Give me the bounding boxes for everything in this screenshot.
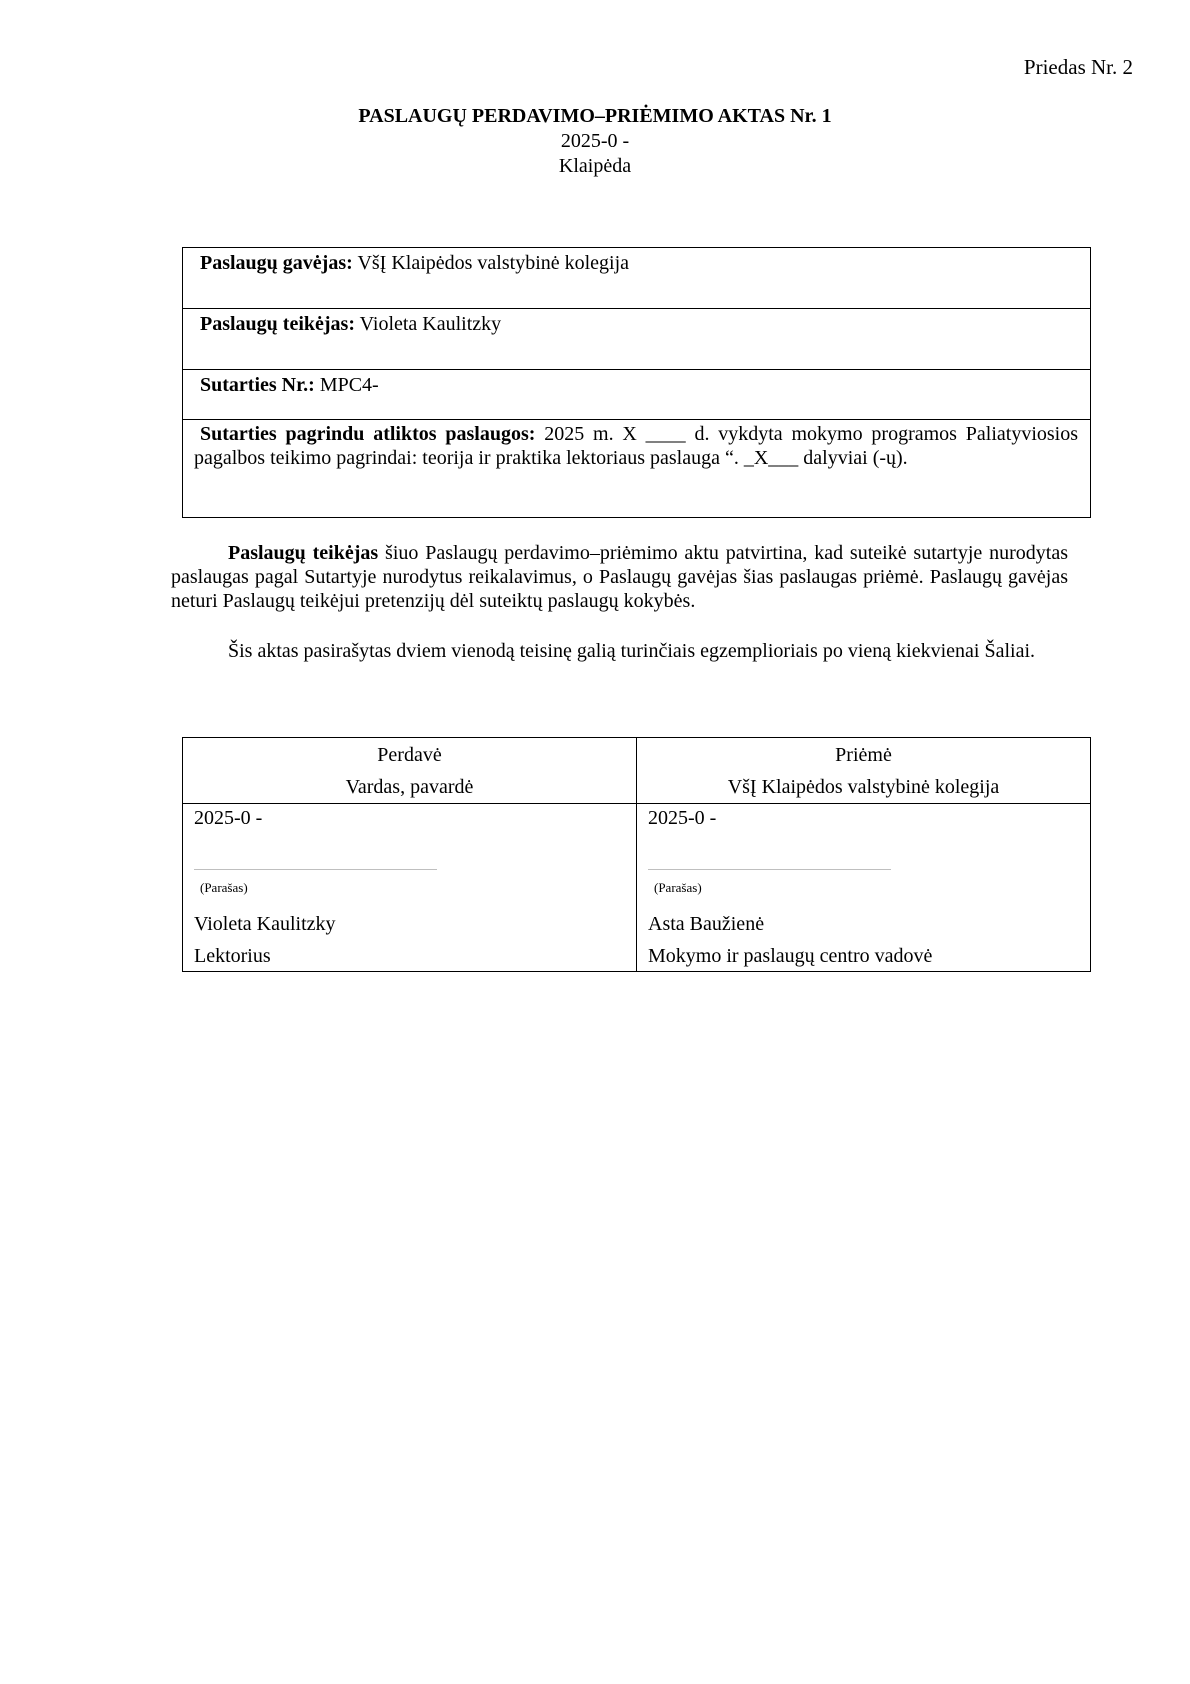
services-label: Sutarties pagrindu atliktos paslaugos: xyxy=(200,423,536,445)
document-title: PASLAUGŲ PERDAVIMO–PRIĖMIMO AKTAS Nr. 1 xyxy=(358,105,832,127)
provider-value: Violeta Kaulitzky xyxy=(359,313,502,335)
transferor-signature-line xyxy=(194,869,437,870)
annex-label: Priedas Nr. 2 xyxy=(1023,55,1133,79)
acceptor-header xyxy=(637,738,1091,804)
provider-cell xyxy=(183,309,1091,370)
acceptor-date: 2025-0 - xyxy=(648,807,717,829)
acceptor-heading: Priėmė xyxy=(835,744,892,766)
signature-header-row xyxy=(183,738,1091,804)
recipient-label: Paslaugų gavėjas: xyxy=(200,252,353,274)
signature-table xyxy=(182,737,1091,972)
signature-body-row xyxy=(183,804,1091,972)
contract-value: MPC4- xyxy=(319,374,379,396)
recipient-cell xyxy=(183,248,1091,309)
transferor-name: Violeta Kaulitzky xyxy=(194,913,336,935)
document-city: Klaipėda xyxy=(558,155,632,177)
acceptor-signature-line xyxy=(648,869,891,870)
contract-info-table xyxy=(182,247,1091,518)
transferor-identity xyxy=(194,908,336,972)
document-date: 2025-0 - xyxy=(560,130,630,152)
acceptor-position: Mokymo ir paslaugų centro vadovė xyxy=(648,945,933,967)
services-cell xyxy=(183,420,1091,518)
contract-cell xyxy=(183,370,1091,420)
recipient-row xyxy=(183,248,1091,309)
acceptor-identity xyxy=(648,908,932,972)
acceptor-signature-caption: (Parašas) xyxy=(654,880,702,895)
transferor-subheading: Vardas, pavardė xyxy=(345,776,474,798)
recipient-value: VšĮ Klaipėdos valstybinė kolegija xyxy=(357,252,630,274)
transferor-date: 2025-0 - xyxy=(194,807,263,829)
transferor-signature-caption: (Parašas) xyxy=(200,880,248,895)
copies-paragraph: Šis aktas pasirašytas dviem vienodą teisinę galią turinčiais egzemplioriais po vieną kiekvienai Šaliai. xyxy=(228,640,1036,662)
contract-row xyxy=(183,370,1091,420)
acceptor-subheading: VšĮ Klaipėdos valstybinė kolegija xyxy=(727,776,1000,798)
confirmation-text: šiuo Paslaugų perdavimo–priėmimo aktu patvirtina, kad suteikė sutartyje nurodytas paslaugas pagal Sutartyje nurodytus reikalavimus, o Paslaugų gavėjas šias paslaugas priėmė. Paslaugų gavėjas neturi Paslaugų teikėjui pretenzijų dėl suteiktų paslaugų kokybės. xyxy=(171,542,1069,612)
contract-label: Sutarties Nr.: xyxy=(200,374,315,396)
provider-label: Paslaugų teikėjas: xyxy=(200,313,355,335)
transferor-heading: Perdavė xyxy=(377,744,442,766)
document-heading xyxy=(0,104,1190,179)
provider-emphasis: Paslaugų teikėjas xyxy=(228,542,379,564)
confirmation-paragraph xyxy=(171,541,1068,613)
services-value: 2025 m. X ____ d. vykdyta mokymo programos Paliatyviosios pagalbos teikimo pagrindai: teorija ir praktika lektoriaus paslauga “. _X___ dalyviai (-ų). xyxy=(194,423,1078,469)
transferor-signature-block xyxy=(183,804,637,972)
provider-row xyxy=(183,309,1091,370)
transferor-position: Lektorius xyxy=(194,945,271,967)
acceptor-signature-block xyxy=(637,804,1091,972)
services-row xyxy=(183,420,1091,518)
acceptor-name: Asta Baužienė xyxy=(648,913,765,935)
transferor-header xyxy=(183,738,637,804)
